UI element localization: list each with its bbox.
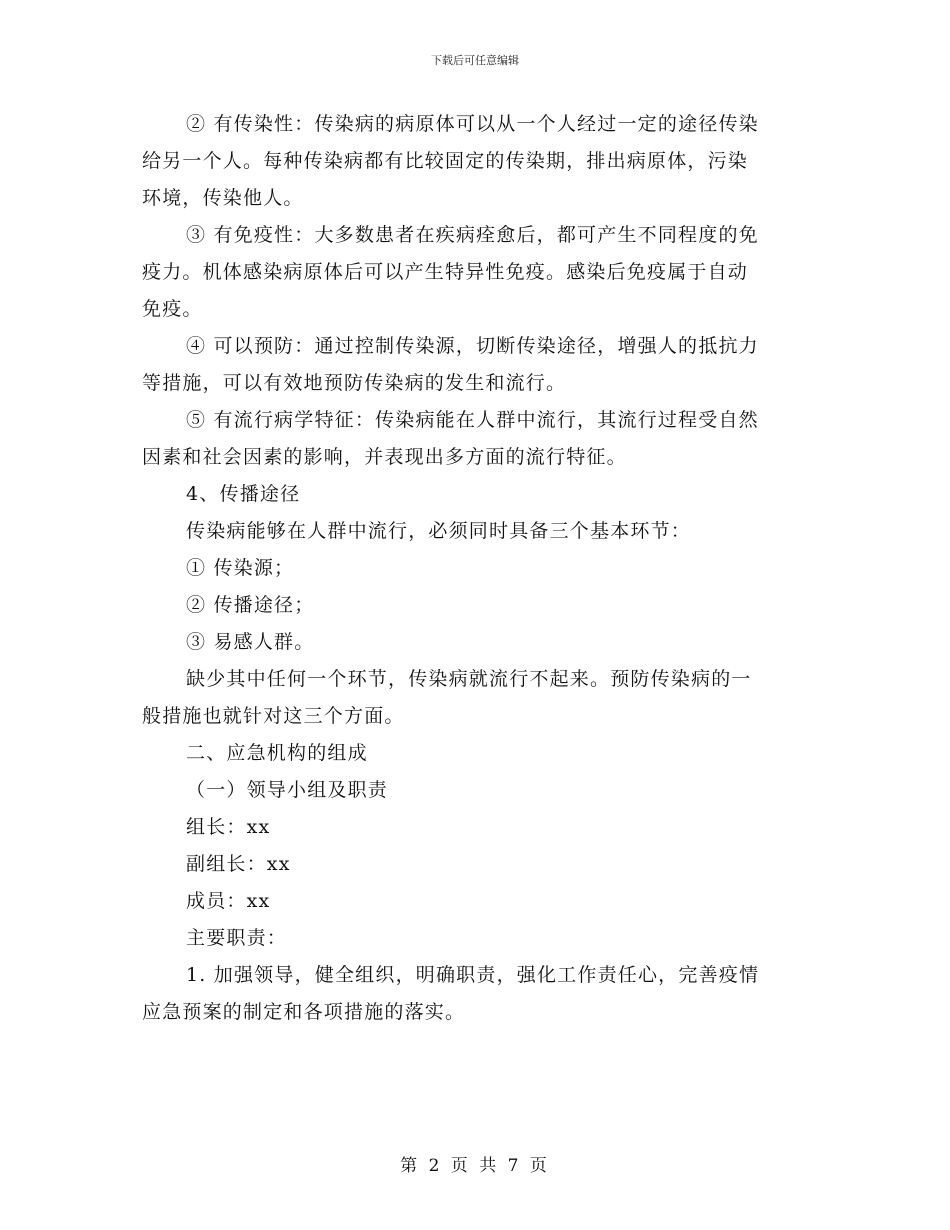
text-line: 环境，传染他人。 xyxy=(142,187,304,209)
text-line: 疫力。机体感染病原体后可以产生特异性免疫。感染后免疫属于自动 xyxy=(142,261,749,283)
text-line: ③ 有免疫性：大多数患者在疾病痊愈后，都可产生不同程度的免 xyxy=(186,224,759,246)
text-line: 组长：xx xyxy=(186,816,271,838)
document-body xyxy=(142,106,812,1031)
text-line: ③ 易感人群。 xyxy=(186,631,315,653)
text-line: ⑤ 有流行病学特征：传染病能在人群中流行，其流行过程受自然 xyxy=(186,409,759,431)
text-line: 传染病能够在人群中流行，必须同时具备三个基本环节： xyxy=(186,520,692,542)
text-line: 等措施，可以有效地预防传染病的发生和流行。 xyxy=(142,372,567,394)
text-line: （一）领导小组及职责 xyxy=(186,779,389,801)
text-line: 4、传播途径 xyxy=(186,483,301,505)
text-line: 给另一个人。每种传染病都有比较固定的传染期，排出病原体，污染 xyxy=(142,150,749,172)
text-line: ① 传染源； xyxy=(186,557,295,579)
text-line: ② 传播途径； xyxy=(186,594,315,616)
page-footer: 第 2 页 共 7 页 xyxy=(400,1156,550,1176)
text-line: 般措施也就针对这三个方面。 xyxy=(142,705,405,727)
text-line: 1. 加强领导，健全组织，明确职责，强化工作责任心，完善疫情 xyxy=(186,964,760,986)
text-line: 应急预案的制定和各项措施的落实。 xyxy=(142,1001,466,1023)
text-line: 免疫。 xyxy=(142,298,203,320)
text-line: 缺少其中任何一个环节，传染病就流行不起来。预防传染病的一 xyxy=(186,668,752,690)
text-line: ④ 可以预防：通过控制传染源，切断传染途径，增强人的抵抗力 xyxy=(186,335,759,357)
text-line: 因素和社会因素的影响，并表现出多方面的流行特征。 xyxy=(142,446,627,468)
text-line: 成员：xx xyxy=(186,890,271,912)
text-line: 主要职责： xyxy=(186,927,288,949)
page-header: 下载后可任意编辑 xyxy=(431,54,519,67)
text-line: 副组长：xx xyxy=(186,853,291,875)
text-line: ② 有传染性：传染病的病原体可以从一个人经过一定的途径传染 xyxy=(186,113,759,135)
text-line: 二、应急机构的组成 xyxy=(186,742,368,764)
